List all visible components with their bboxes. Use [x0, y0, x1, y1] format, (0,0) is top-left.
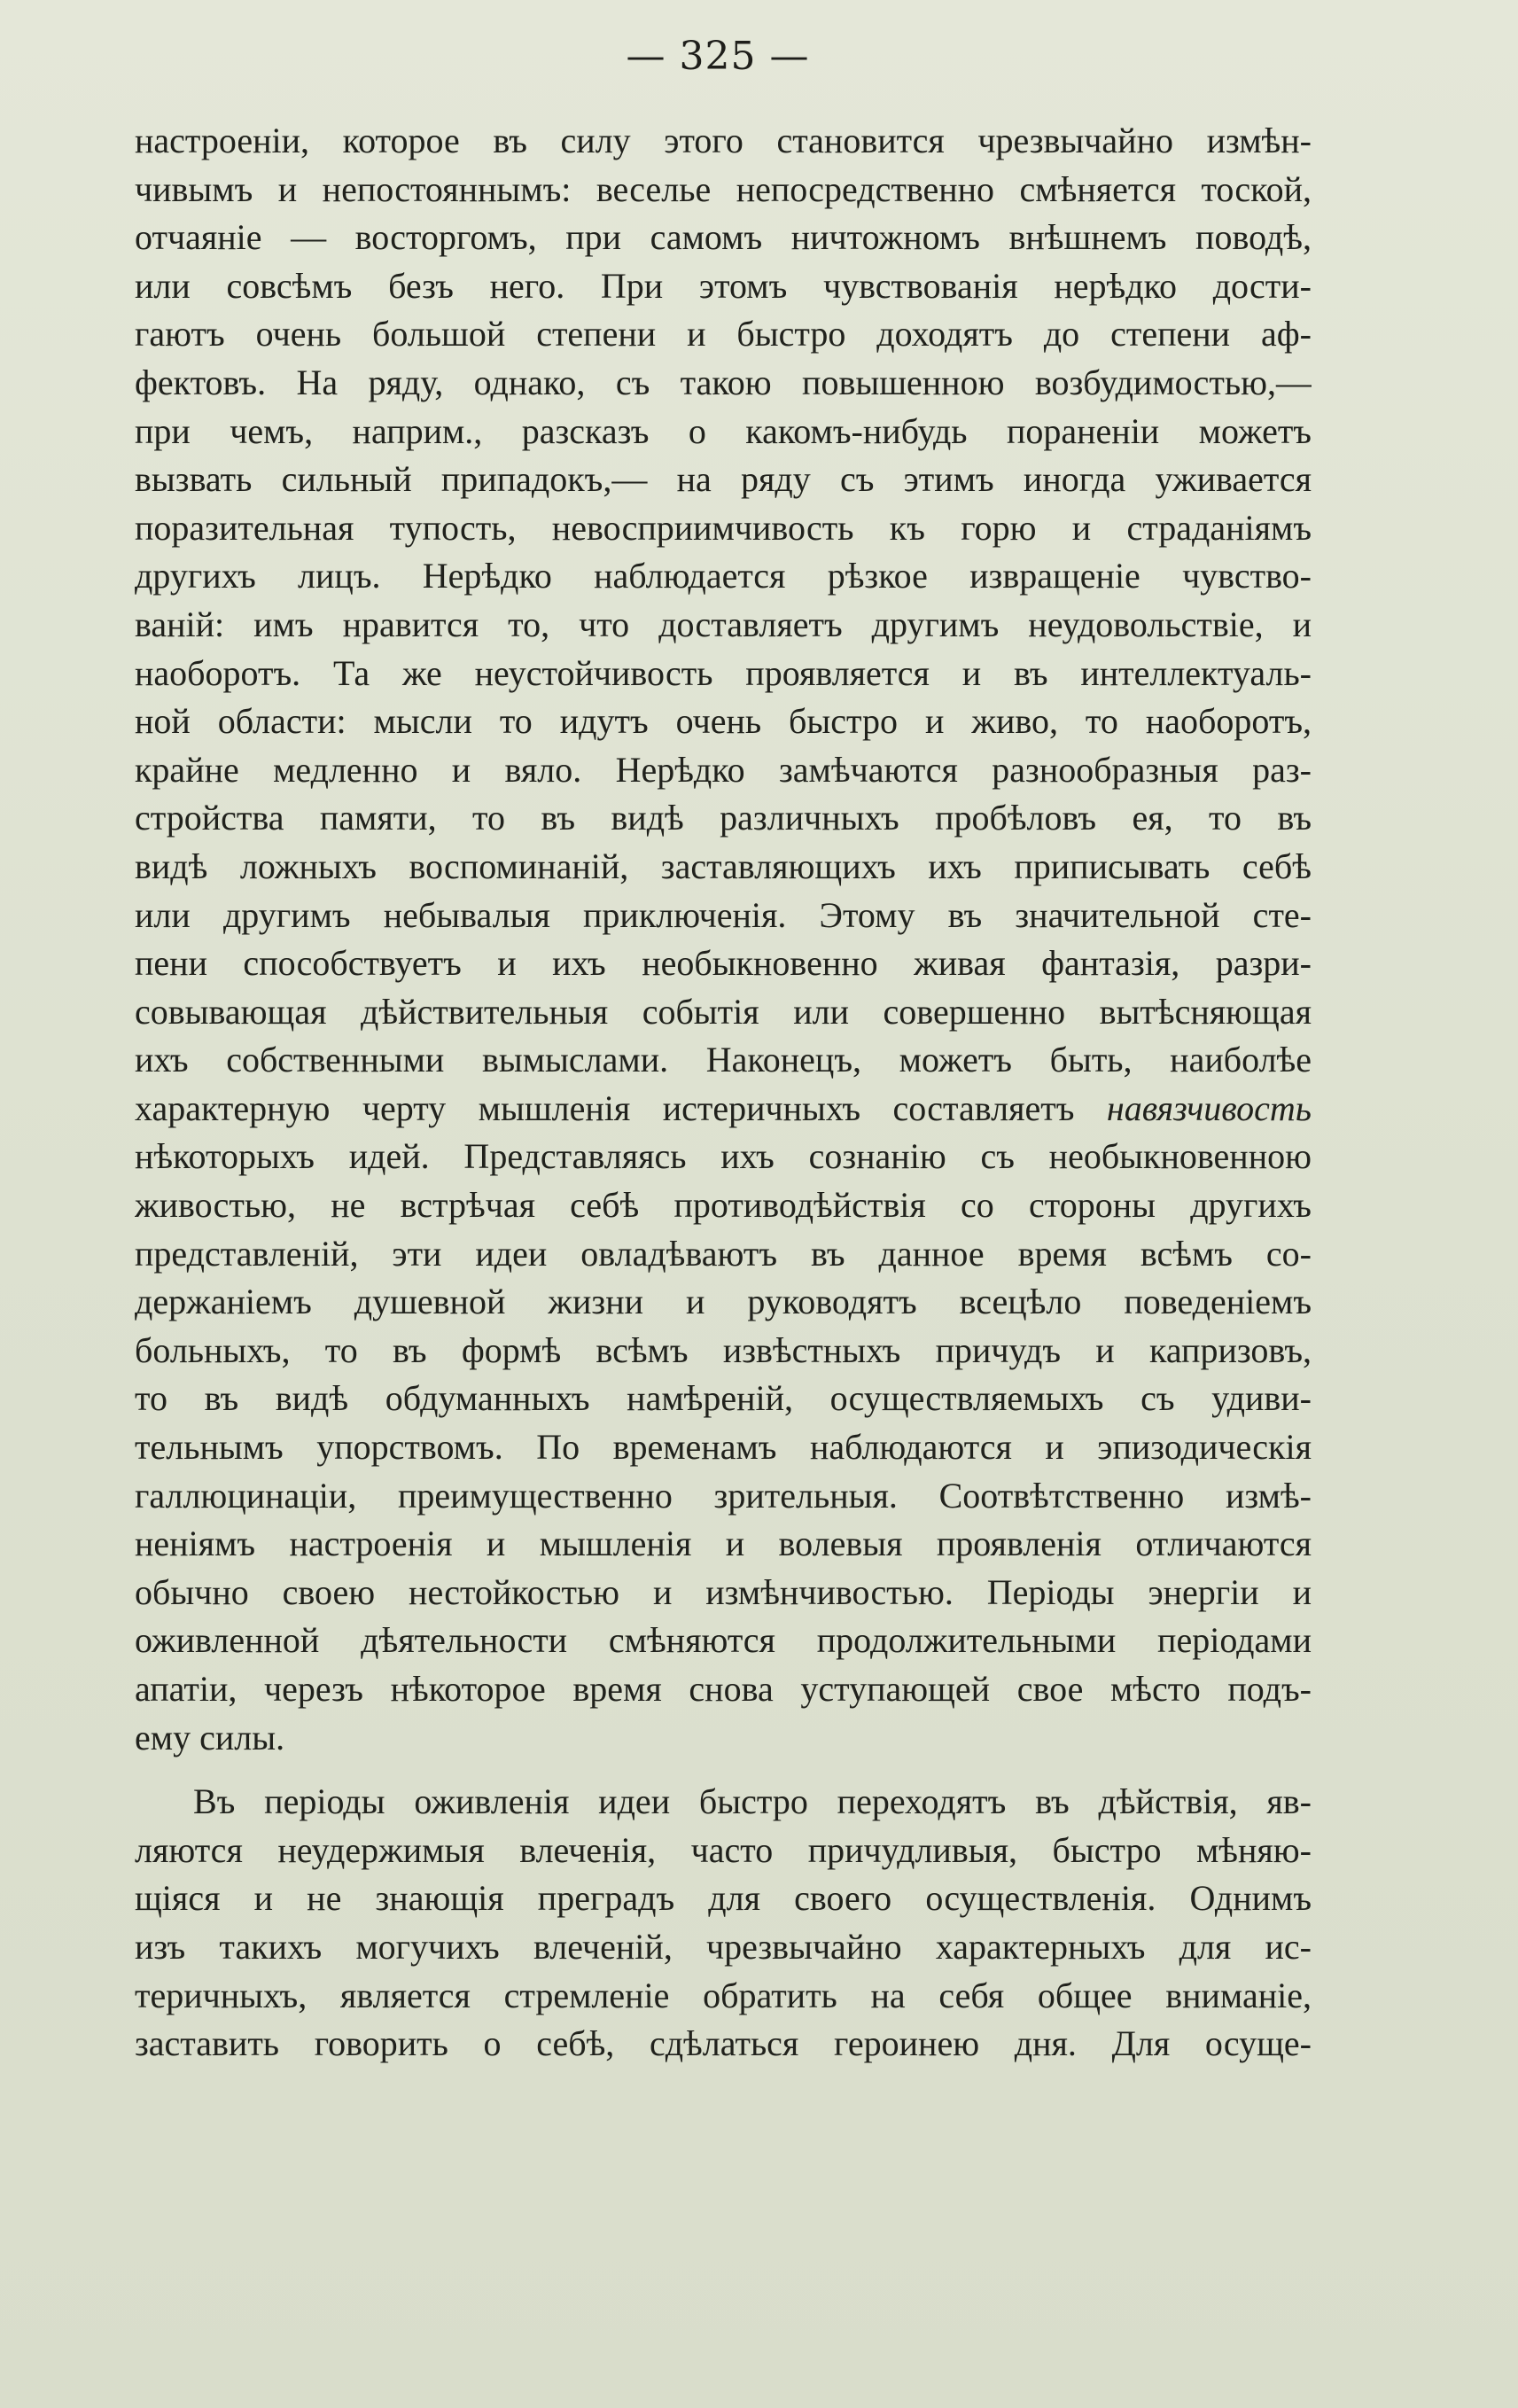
text-line: оживленной дѣятельности смѣняются продолжительными перiодами [135, 1620, 1312, 1661]
text-line: наоборотъ. Та же неустойчивость проявляется и въ интеллектуаль- [135, 652, 1312, 693]
text-line: ихъ собственными вымыслами. Наконецъ, можетъ быть, наиболѣе [135, 1040, 1312, 1080]
paragraph-gap [135, 1762, 1312, 1778]
text-line: изъ такихъ могучихъ влеченiй, чрезвычайно характерныхъ для ис- [135, 1926, 1312, 1967]
text-line: фектовъ. На ряду, однако, съ такою повышенною возбудимостью,— [135, 362, 1312, 402]
body-text [135, 117, 1312, 2069]
text-line: тельнымъ упорствомъ. По временамъ наблюдаются и эпизодическiя [135, 1427, 1312, 1468]
text-fragment: характерную черту мышленiя истеричныхъ составляетъ [135, 1087, 1107, 1128]
text-line: стройства памяти, то въ видѣ различныхъ пробѣловъ ея, то въ [135, 798, 1312, 838]
text-line: галлюцинацiи, преимущественно зрительныя. Соотвѣтственно измѣ- [135, 1475, 1312, 1516]
text-line: пени способствуетъ и ихъ необыкновенно живая фантазiя, разри- [135, 943, 1312, 984]
text-line: ненiямъ настроенiя и мышленiя и волевыя проявленiя отличаются [135, 1524, 1312, 1564]
text-line: отчаянiе — восторгомъ, при самомъ ничтожномъ внѣшнемъ поводѣ, [135, 217, 1312, 258]
text-line: настроенiи, которое въ силу этого становится чрезвычайно измѣн- [135, 121, 1312, 160]
text-line: то въ видѣ обдуманныхъ намѣренiй, осуществляемыхъ съ удиви- [135, 1378, 1312, 1419]
page-number: — 325 — [626, 34, 810, 79]
text-line: живостью, не встрѣчая себѣ противодѣйствiя со стороны другихъ [135, 1185, 1312, 1226]
paragraph-2 [135, 1778, 1312, 2069]
text-line: ляются неудержимыя влеченiя, часто причудливыя, быстро мѣняю- [135, 1829, 1312, 1870]
paragraph-1 [135, 117, 1312, 1762]
text-line: чивымъ и непостояннымъ: веселье непосредственно смѣняется тоской, [135, 168, 1312, 209]
text-line: заставить говорить о себѣ, сдѣлаться героинею дня. Для осуще- [135, 2023, 1312, 2064]
text-line: крайне медленно и вяло. Нерѣдко замѣчаются разнообразныя раз- [135, 749, 1312, 790]
text-line: гаютъ очень большой степени и быстро доходятъ до степени аф- [135, 314, 1312, 355]
text-line: нѣкоторыхъ идей. Представляясь ихъ сознанiю съ необыкновенною [135, 1136, 1312, 1177]
text-line: поразительная тупость, невосприимчивость къ горю и страданiямъ [135, 507, 1312, 548]
text-line: Въ перiоды оживленiя идеи быстро переходятъ въ дѣйствiя, яв- [193, 1781, 1312, 1822]
text-line-with-italic [135, 1085, 1312, 1134]
text-line: апатiи, черезъ нѣкоторое время снова уступающей свое мѣсто подъ- [135, 1669, 1312, 1709]
italic-word: навязчивость [1106, 1087, 1312, 1128]
text-line: или совсѣмъ безъ него. При этомъ чувствованiя нерѣдко дости- [135, 265, 1312, 306]
text-line: больныхъ, то въ формѣ всѣмъ извѣстныхъ причудъ и капризовъ, [135, 1329, 1312, 1370]
text-line: другихъ лицъ. Нерѣдко наблюдается рѣзкое извращенiе чувство- [135, 556, 1312, 596]
text-line: ему силы. [135, 1717, 285, 1757]
text-line: обычно своею нестойкостью и измѣнчивостью. Перiоды энергiи и [135, 1571, 1312, 1612]
text-line: ной области: мысли то идутъ очень быстро и живо, то наоборотъ, [135, 701, 1312, 742]
text-line: щiяся и не знающiя преградъ для своего осуществленiя. Однимъ [135, 1878, 1312, 1919]
text-line: теричныхъ, является стремленiе обратить на себя общее вниманiе, [135, 1975, 1312, 2015]
text-line: вызвать сильный припадокъ,— на ряду съ этимъ иногда уживается [135, 459, 1312, 500]
text-line: держанiемъ душевной жизни и руководятъ всецѣло поведенiемъ [135, 1282, 1312, 1322]
text-line: видѣ ложныхъ воспоминанiй, заставляющихъ ихъ приписывать себѣ [135, 846, 1312, 886]
text-line: при чемъ, наприм., разсказъ о какомъ-нибудь пораненiи можетъ [135, 410, 1312, 451]
text-line: совывающая дѣйствительныя событiя или совершенно вытѣсняющая [135, 991, 1312, 1032]
text-line: или другимъ небывалыя приключенiя. Этому въ значительной сте- [135, 894, 1312, 935]
text-line: ванiй: имъ нравится то, что доставляетъ другимъ неудовольствiе, и [135, 604, 1312, 644]
text-line: представленiй, эти идеи овладѣваютъ въ данное время всѣмъ со- [135, 1233, 1312, 1274]
